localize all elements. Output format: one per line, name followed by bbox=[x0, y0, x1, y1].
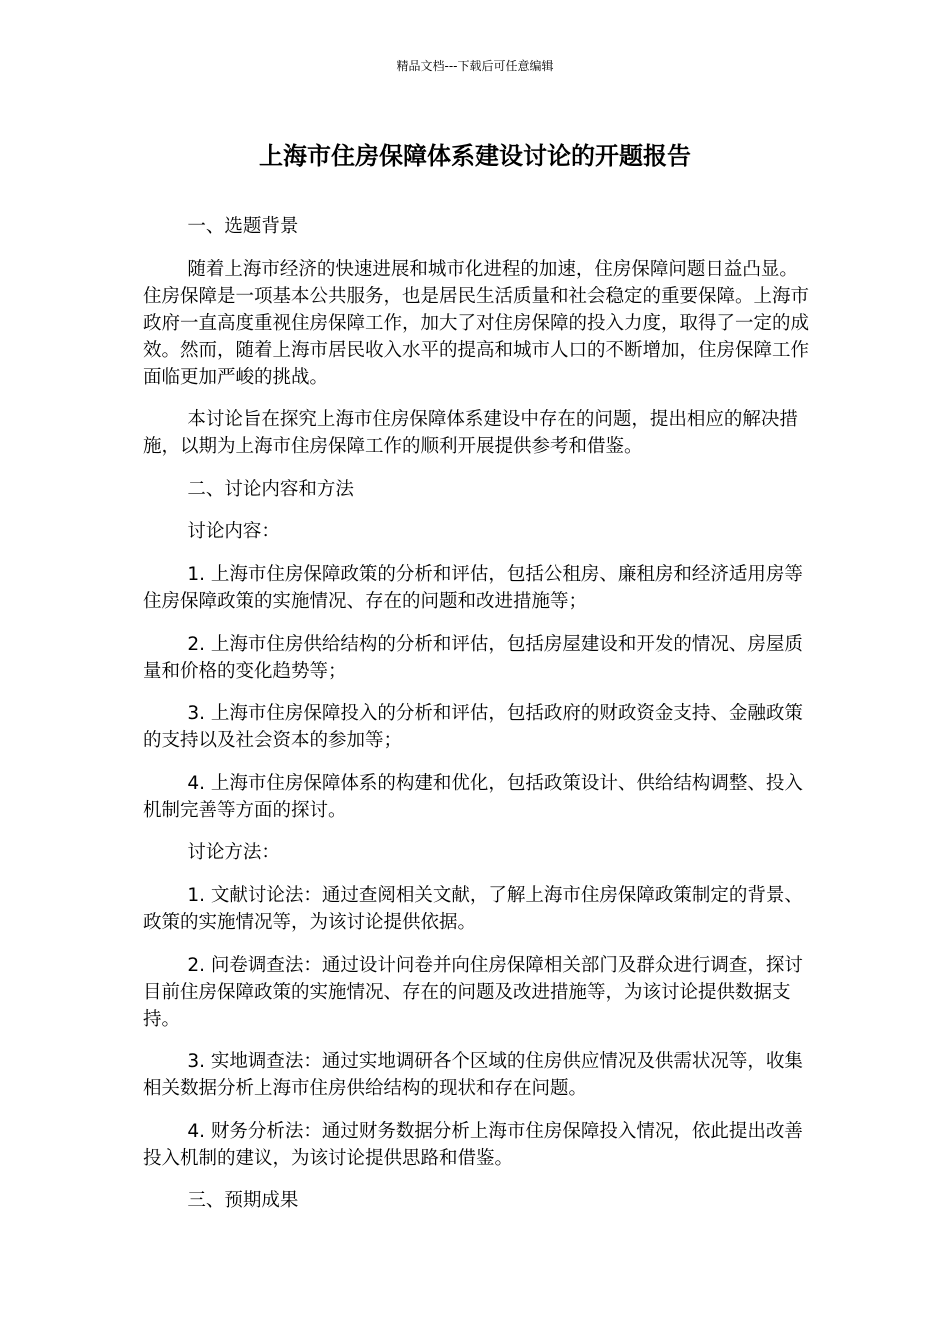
list-item: 1. 文献讨论法：通过查阅相关文献，了解上海市住房保障政策制定的背景、政策的实施情况等，为该讨论提供依据。 bbox=[143, 884, 803, 933]
section-heading: 三、预期成果 bbox=[187, 1190, 299, 1212]
document-title: 上海市住房保障体系建设讨论的开题报告 bbox=[259, 142, 691, 170]
subheading: 讨论方法： bbox=[187, 842, 280, 864]
list-item: 1. 上海市住房保障政策的分析和评估，包括公租房、廉租房和经济适用房等住房保障政策的实施情况、存在的问题和改进措施等； bbox=[143, 563, 803, 612]
document-body bbox=[143, 213, 809, 1230]
section-heading: 一、选题背景 bbox=[187, 216, 299, 237]
list-item: 2. 上海市住房供给结构的分析和评估，包括房屋建设和开发的情况、房屋质量和价格的变化趋势等； bbox=[143, 633, 803, 682]
list-item: 2. 问卷调查法：通过设计问卷并向住房保障相关部门及群众进行调查，探讨目前住房保障政策的实施情况、存在的问题及改进措施等，为该讨论提供数据支持。 bbox=[143, 954, 803, 1030]
page-header: 精品文档---下载后可任意编辑 bbox=[396, 59, 554, 73]
list-item: 3. 上海市住房保障投入的分析和评估，包括政府的财政资金支持、金融政策的支持以及社会资本的参加等； bbox=[143, 703, 803, 752]
list-item: 4. 财务分析法：通过财务数据分析上海市住房保障投入情况，依此提出改善投入机制的建议，为该讨论提供思路和借鉴。 bbox=[143, 1120, 803, 1169]
section-heading: 二、讨论内容和方法 bbox=[187, 478, 354, 500]
list-item: 3. 实地调查法：通过实地调研各个区域的住房供应情况及供需状况等，收集相关数据分析上海市住房供给结构的现状和存在问题。 bbox=[143, 1051, 803, 1100]
subheading: 讨论内容： bbox=[187, 521, 280, 543]
body-paragraph: 本讨论旨在探究上海市住房保障体系建设中存在的问题，提出相应的解决措施，以期为上海市住房保障工作的顺利开展提供参考和借鉴。 bbox=[143, 409, 798, 458]
list-item: 4. 上海市住房保障体系的构建和优化，包括政策设计、供给结构调整、投入机制完善等方面的探讨。 bbox=[143, 772, 803, 821]
body-paragraph: 随着上海市经济的快速进展和城市化进程的加速，住房保障问题日益凸显。住房保障是一项基本公共服务，也是居民生活质量和社会稳定的重要保障。上海市政府一直高度重视住房保障工作，加大了对住房保障的投入力度，取得了一定的成效。然而，随着上海市居民收入水平的提高和城市人口的不断增加，住房保障工作面临更加严峻的挑战。 bbox=[143, 258, 810, 388]
